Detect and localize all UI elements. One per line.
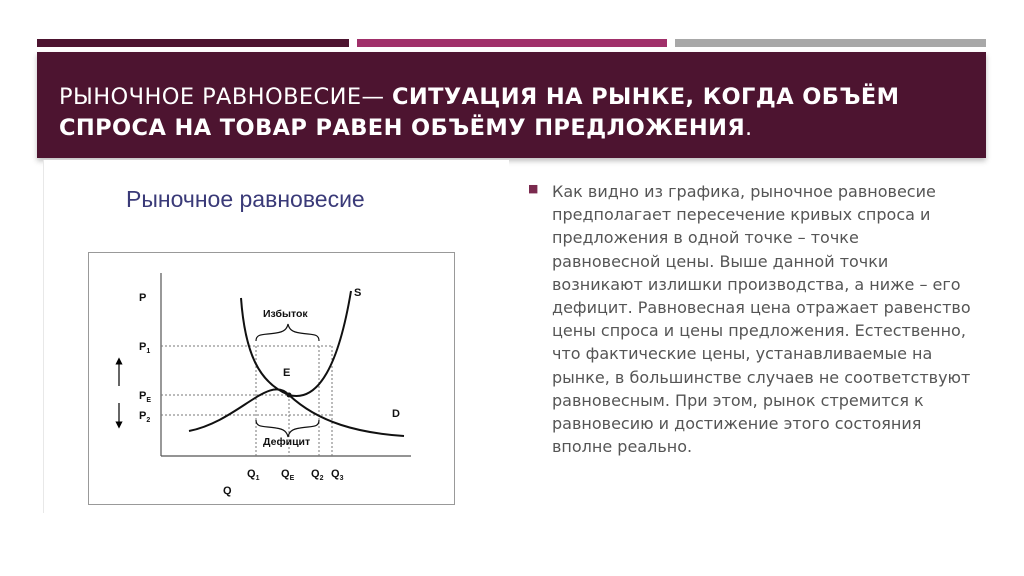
price-label-p1: $P_1$	[139, 341, 151, 355]
price-label-p2: $P_2$	[139, 410, 151, 424]
axis-x-label: Q	[223, 485, 232, 497]
equilibrium-label: E	[283, 367, 291, 379]
bullet-icon: ■	[528, 182, 539, 195]
bullet-paragraph: Как видно из графика, рыночное равновесие предполагает пересечение кривых спроса и предложения в одной точке – точке равновесной цены. Выше данной точки возникают излишки производства, а ниже – его дефицит. Равновесная цена отражает равенство цены спроса и цены предложения. Естественно, что фактические цены, устанавливаемые на рынке, в большинстве случаев не соответствуют равновесным. При этом, рынок стремится к равновесию и достижение этого состояния вполне реально.	[552, 182, 971, 457]
top-accent-bar-gray	[675, 39, 986, 47]
qty-label-q1: $Q_1$	[247, 468, 260, 482]
title-end: .	[745, 115, 753, 141]
title-plain: РЫНОЧНОЕ РАВНОВЕСИЕ—	[59, 84, 392, 110]
qty-label-q2: $Q_2$	[311, 468, 324, 482]
top-accent-bar-magenta	[357, 39, 667, 47]
surplus-brace	[256, 324, 319, 341]
top-accent-bar-dark	[37, 39, 349, 47]
equilibrium-point	[287, 393, 292, 398]
supply-label: S	[354, 287, 362, 299]
demand-label: D	[392, 408, 400, 420]
title-band	[37, 52, 986, 158]
qty-label-q3: $Q_3$	[331, 468, 344, 482]
surplus-label: Избыток	[263, 308, 308, 320]
supply-curve	[241, 291, 351, 396]
slide-title	[59, 82, 969, 144]
axis-y-label: P	[139, 292, 147, 304]
equilibrium-graph	[88, 252, 455, 505]
graph-heading: Рыночное равновесие	[126, 186, 365, 212]
qty-label-qe: $Q_E$	[281, 468, 295, 482]
equilibrium-graph-svg	[89, 253, 454, 504]
deficit-brace	[256, 420, 319, 437]
title-bold: СИТУАЦИЯ НА РЫНКЕ, КОГДА ОБЪЁМ СПРОСА НА ТОВАР РАВЕН ОБЪЁМУ ПРЕДЛОЖЕНИЯ	[59, 84, 900, 141]
price-label-pe: $P_E$	[139, 390, 152, 404]
deficit-label: Дефицит	[263, 436, 311, 448]
